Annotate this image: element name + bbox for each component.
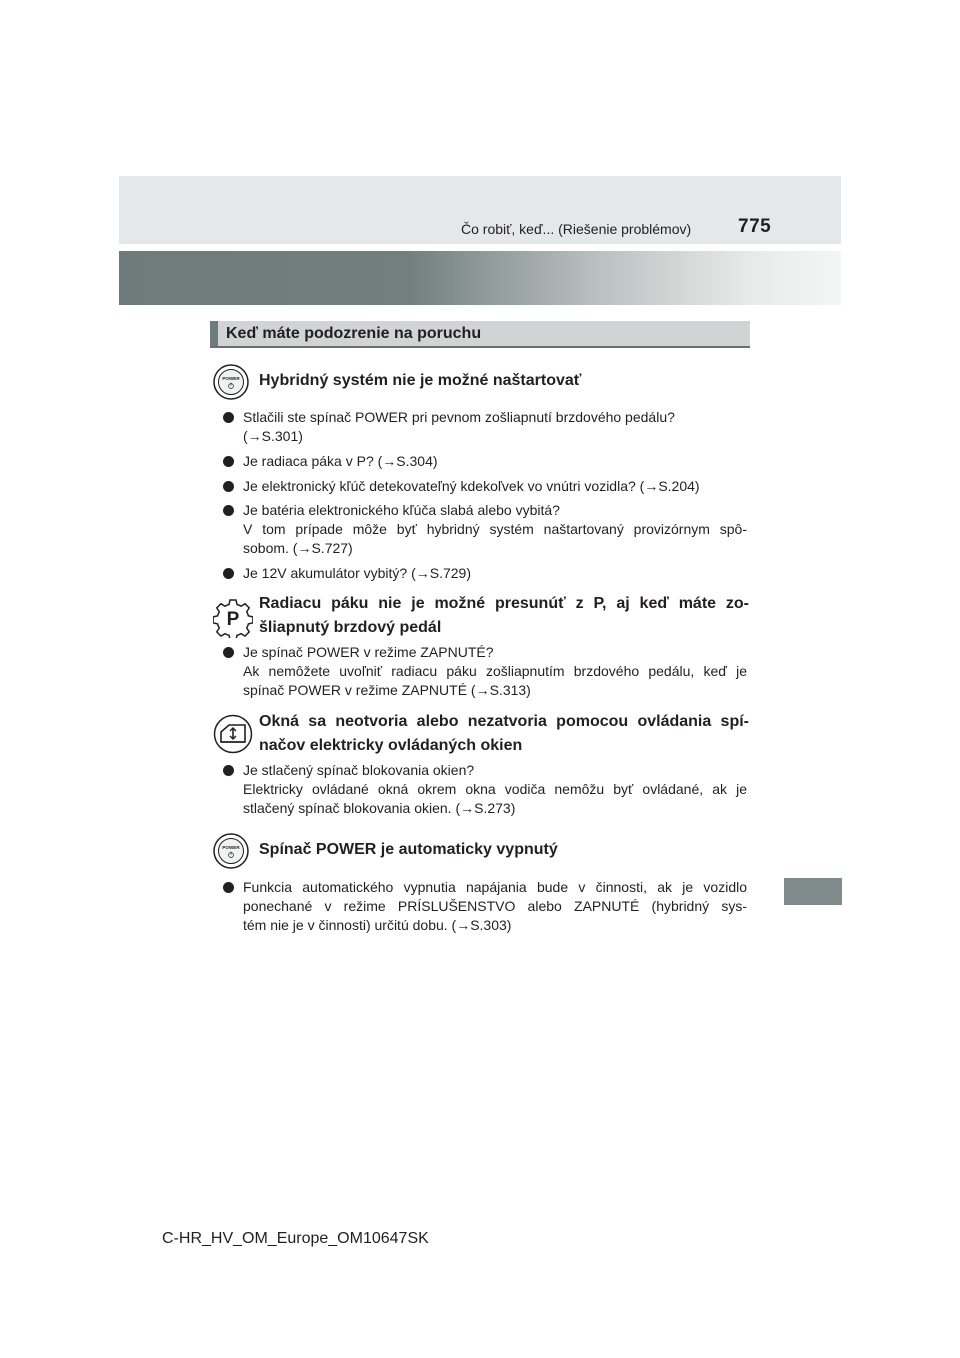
power-button-icon bbox=[213, 364, 249, 400]
bullet-line: Je stlačený spínač blokovania okien? bbox=[243, 762, 475, 778]
bullet-line: sobom. (→S.727) bbox=[243, 540, 353, 556]
document-id: C-HR_HV_OM_Europe_OM10647SK bbox=[162, 1230, 429, 1247]
bullet-line: Ak nemôžete uvoľniť radiacu páku zošliapnutím brzdového pedálu, keď je bbox=[243, 663, 747, 679]
bullet-line: Je batéria elektronického kľúča slabá alebo vybitá? bbox=[243, 502, 560, 518]
block-title-power-auto-off: Spínač POWER je automaticky vypnutý bbox=[259, 841, 558, 858]
bullet-dot bbox=[223, 505, 234, 516]
bullet-line: Je spínač POWER v režime ZAPNUTÉ? bbox=[243, 644, 494, 660]
page-number: 775 bbox=[738, 216, 772, 237]
list-item bbox=[223, 643, 747, 700]
bullet-dot bbox=[223, 481, 234, 492]
shift-position-p-icon bbox=[213, 598, 253, 638]
chapter-title: Čo robiť, keď... (Riešenie problémov) bbox=[461, 221, 692, 237]
block-title-shift-lever bbox=[259, 592, 749, 640]
bullet-line: spínač POWER v režime ZAPNUTÉ (→S.313) bbox=[243, 682, 531, 698]
chapter-side-tab bbox=[784, 878, 842, 905]
bullet-line: stlačený spínač blokovania okien. (→S.273) bbox=[243, 800, 516, 816]
block-title-line: Radiacu páku nie je možné presunúť z P, aj keď máte zo- bbox=[259, 595, 749, 612]
block-title-hybrid-start: Hybridný systém nie je možné naštartovať bbox=[259, 372, 582, 389]
chapter-banner bbox=[119, 251, 841, 305]
power-icon-label: POWER bbox=[222, 376, 240, 381]
power-icon-label: POWER bbox=[222, 845, 240, 850]
block-title-line: Okná sa neotvoria alebo nezatvoria pomocou ovládania spí- bbox=[259, 713, 749, 730]
section-heading-text: Keď máte podozrenie na poruchu bbox=[226, 325, 482, 342]
bullet-line: Funkcia automatického vypnutia napájania bude v činnosti, ak je vozidlo bbox=[243, 879, 747, 895]
bullet-line: Je elektronický kľúč detekovateľný kdekoľvek vo vnútri vozidla? (→S.204) bbox=[243, 478, 700, 494]
bullet-dot bbox=[223, 412, 234, 423]
bullet-line: (→S.301) bbox=[243, 428, 303, 444]
section-heading-bar bbox=[210, 321, 218, 346]
bullet-dot bbox=[223, 882, 234, 893]
list-item bbox=[223, 761, 747, 818]
bullet-line: tém nie je v činnosti) určitú dobu. (→S.303) bbox=[243, 917, 512, 933]
bullet-line: Je radiaca páka v P? (→S.304) bbox=[243, 453, 438, 469]
bullet-line: Elektricky ovládané okná okrem okna vodiča nemôžu byť ovládané, ak je bbox=[243, 781, 747, 797]
power-window-icon bbox=[213, 714, 253, 754]
list-item bbox=[223, 408, 747, 446]
block-title-line: načov elektricky ovládaných okien bbox=[259, 737, 523, 754]
list-item bbox=[223, 501, 747, 558]
list-item bbox=[223, 564, 747, 583]
power-button-icon bbox=[213, 833, 249, 869]
list-item bbox=[223, 477, 747, 496]
bullet-line: V tom prípade môže byť hybridný systém naštartovaný provizórnym spô- bbox=[243, 521, 747, 537]
bullet-dot bbox=[223, 765, 234, 776]
bullet-dot bbox=[223, 647, 234, 658]
list-item bbox=[223, 452, 747, 471]
bullet-line: Je 12V akumulátor vybitý? (→S.729) bbox=[243, 565, 471, 581]
block-title-line: šliapnutý brzdový pedál bbox=[259, 619, 442, 636]
bullet-line: Stlačili ste spínač POWER pri pevnom zošliapnutí brzdového pedálu? bbox=[243, 409, 675, 425]
bullet-dot bbox=[223, 456, 234, 467]
section-heading bbox=[210, 321, 750, 348]
p-icon-label: P bbox=[226, 609, 240, 630]
bullet-line: ponechané v režime PRÍSLUŠENSTVO alebo ZAPNUTÉ (hybridný sys- bbox=[243, 898, 747, 914]
block-title-power-windows bbox=[259, 710, 749, 758]
list-item bbox=[223, 878, 747, 935]
bullet-dot bbox=[223, 568, 234, 579]
